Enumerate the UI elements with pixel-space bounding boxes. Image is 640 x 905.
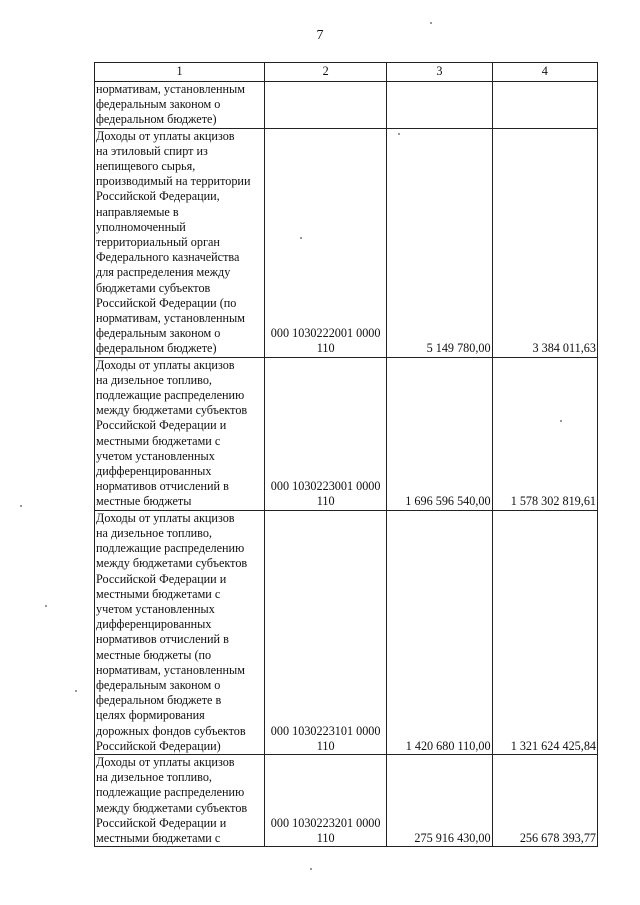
- budget-revenue-table: [94, 62, 598, 847]
- scan-speck: [20, 505, 22, 507]
- row-value-planned: 5 149 780,00: [387, 128, 492, 357]
- row-value-actual: [492, 82, 597, 129]
- row-description: Доходы от уплаты акцизов на дизельное топливо, подлежащие распределению между бюджетами субъектов Российской Федерации и местными бюджетами с учетом установленных дифференцированных нормативов отчислений в местные бюджеты: [95, 357, 265, 510]
- row-value-planned: [387, 82, 492, 129]
- row-value-actual: 256 678 393,77: [492, 754, 597, 846]
- row-code: 000 1030223201 0000 110: [265, 754, 387, 846]
- row-value-actual: 1 321 624 425,84: [492, 510, 597, 754]
- row-value-planned: 275 916 430,00: [387, 754, 492, 846]
- row-value-actual: 1 578 302 819,61: [492, 357, 597, 510]
- column-header-4: 4: [492, 63, 597, 82]
- row-description: нормативам, установленным федеральным законом о федеральном бюджете): [95, 82, 265, 129]
- table-row: [95, 128, 598, 357]
- scan-speck: [300, 237, 302, 239]
- table-header-row: [95, 63, 598, 82]
- table-row: [95, 510, 598, 754]
- row-code: 000 1030222001 0000 110: [265, 128, 387, 357]
- row-description: Доходы от уплаты акцизов на дизельное топливо, подлежащие распределению между бюджетами субъектов Российской Федерации и местными бюджетами с: [95, 754, 265, 846]
- row-code: 000 1030223101 0000 110: [265, 510, 387, 754]
- scan-speck: [560, 420, 562, 422]
- row-code: 000 1030223001 0000 110: [265, 357, 387, 510]
- row-description: Доходы от уплаты акцизов на дизельное топливо, подлежащие распределению между бюджетами субъектов Российской Федерации и местными бюджетами с учетом установленных дифференцированных нормативов отчислений в местные бюджеты (по нормативам, установленным федеральным законом о федеральном бюджете в целях формирования дорожных фондов субъектов Российской Федерации): [95, 510, 265, 754]
- row-value-planned: 1 696 596 540,00: [387, 357, 492, 510]
- column-header-2: 2: [265, 63, 387, 82]
- row-value-actual: 3 384 011,63: [492, 128, 597, 357]
- row-description: Доходы от уплаты акцизов на этиловый спирт из непищевого сырья, производимый на территории Российской Федерации, направляемые в уполномоченный территориальный орган Федерального казначейства для распределения между бюджетами субъектов Российской Федерации (по нормативам, установленным федеральным законом о федеральном бюджете): [95, 128, 265, 357]
- table-row: [95, 754, 598, 846]
- scan-speck: [430, 22, 432, 24]
- scan-speck: [398, 133, 400, 135]
- row-code: [265, 82, 387, 129]
- column-header-1: 1: [95, 63, 265, 82]
- row-value-planned: 1 420 680 110,00: [387, 510, 492, 754]
- scan-speck: [45, 605, 47, 607]
- scan-speck: [310, 868, 312, 870]
- column-header-3: 3: [387, 63, 492, 82]
- table-row: [95, 357, 598, 510]
- page-number: 7: [316, 28, 324, 43]
- table-row: [95, 82, 598, 129]
- scan-speck: [75, 690, 77, 692]
